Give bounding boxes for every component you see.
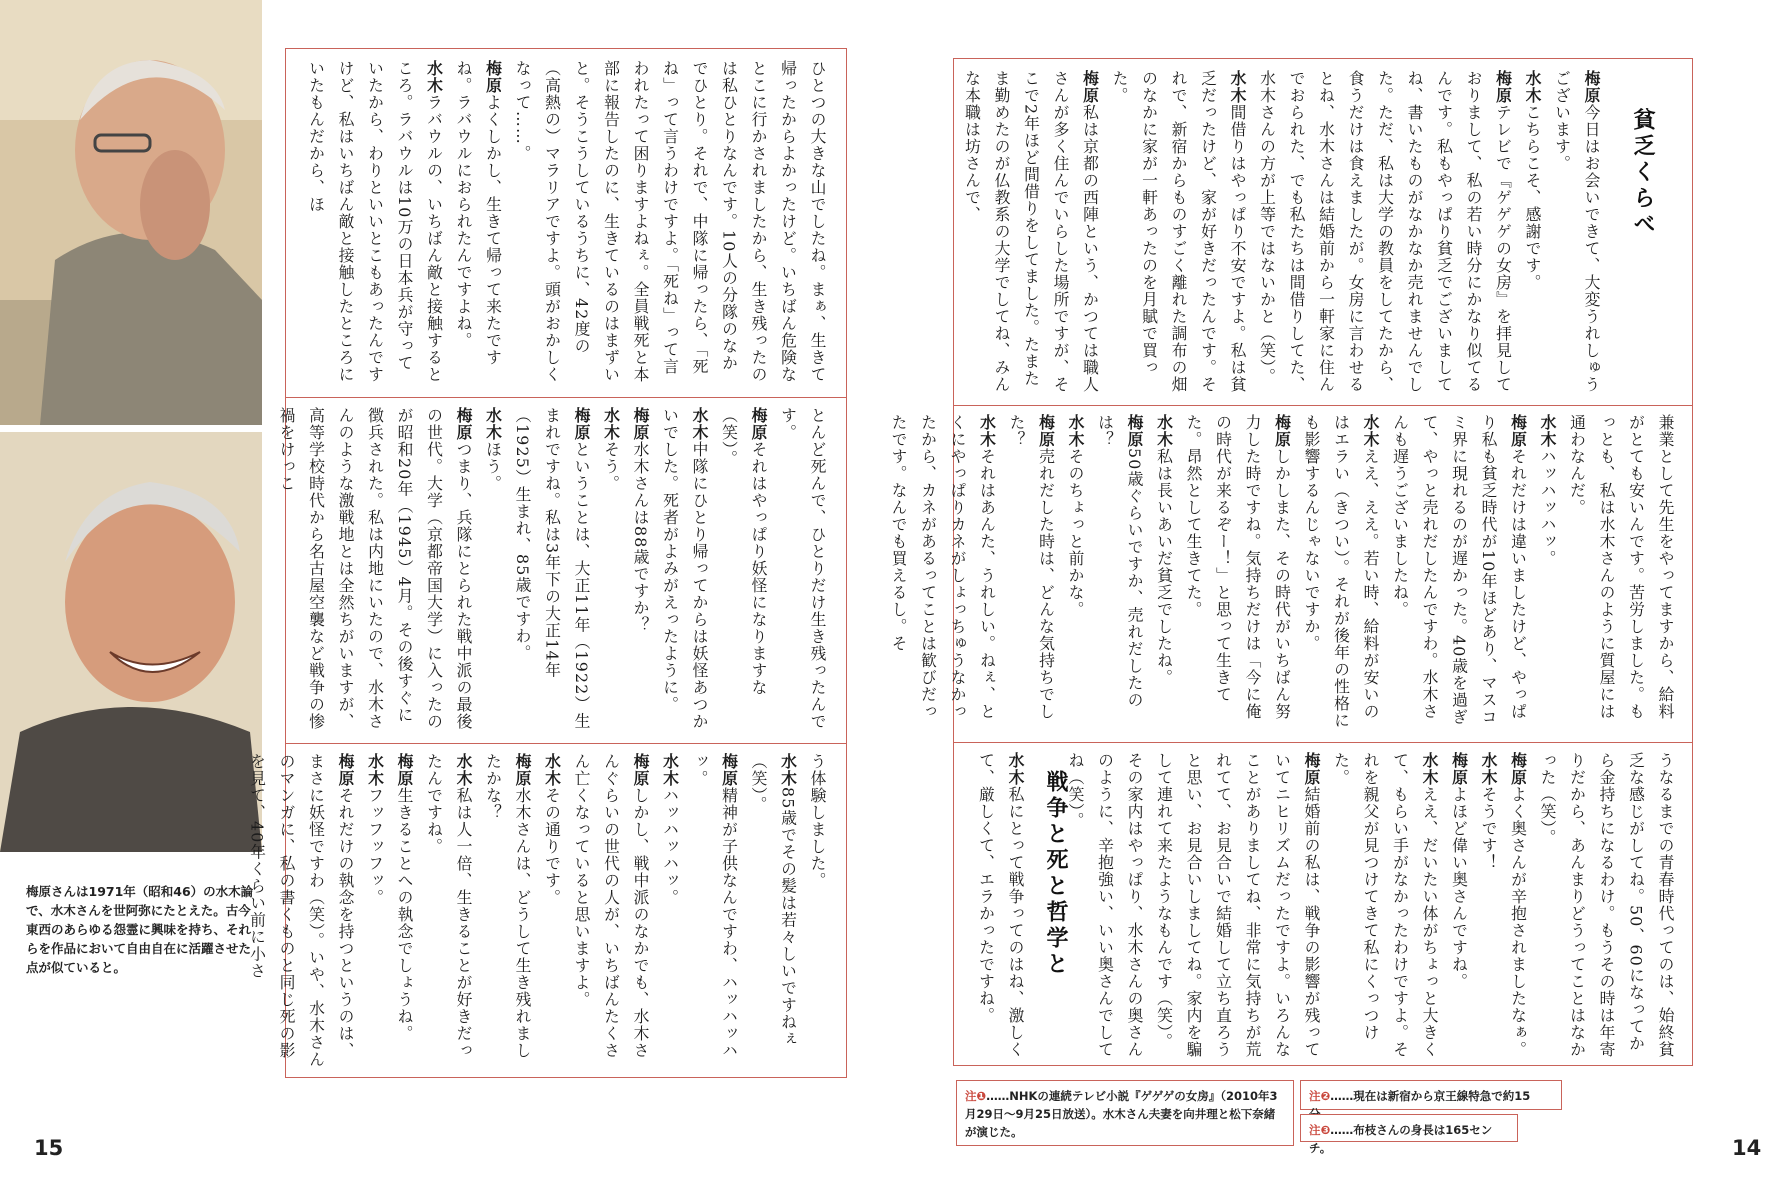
speaker-label: 梅原 (572, 407, 591, 441)
speaker-label: 水木 (1006, 752, 1025, 786)
dialogue-text: 水木さんは、どうして生き残れましたかな？ (483, 753, 532, 1059)
speaker-label: 梅原 (719, 753, 739, 787)
dialogue-text: 水木さんは88歳ですか？ (631, 441, 650, 634)
note-1 (956, 1080, 1294, 1146)
speaker-label: 水木 (1361, 414, 1380, 448)
speaker-label: 梅原 (1272, 414, 1292, 448)
speaker-label: 梅原 (1508, 414, 1528, 448)
dialogue-text: 生きることへの執念でしょうね。 (395, 787, 414, 1042)
dialogue-text: つまり、兵隊にとられた戦中派の最後の世代。大学（京都帝国大学）に入ったのが昭和20年（1945）4月。その後すぐに徴兵された。私は内地にいたので、水木さんのような激戦地とは全然ちがいますが、高等学校時代から名古屋空襲など戦争の惨禍をけっこ (277, 407, 473, 730)
dialogue-line (626, 407, 656, 735)
dialogue-line (744, 753, 803, 1069)
speaker-label: 梅原 (336, 753, 355, 787)
dialogue-text: それはやっぱり妖怪になりますな（笑）。 (719, 407, 768, 696)
note-1-tag: 注❶ (965, 1089, 987, 1103)
dialogue-line (272, 407, 479, 735)
speaker-label: 水木 (690, 407, 709, 441)
dialogue-line (1533, 752, 1681, 1058)
left-divider-1 (285, 397, 847, 398)
dialogue-line (449, 60, 508, 388)
dialogue-line (508, 60, 833, 388)
speaker-label: 梅原 (631, 407, 650, 441)
section-heading-war: 戦争と死と哲学と (1043, 770, 1068, 978)
speaker-label: 梅原 (631, 753, 650, 787)
note-3-text: ……布枝さんの身長は165センチ。 (1309, 1123, 1493, 1155)
dialogue-line (1061, 414, 1091, 734)
dialogue-text: う体験しました。 (808, 753, 827, 889)
dialogue-text: ラバウルの、いちばん敵と接触するところ。ラバウルは10万の日本兵が守っていたから、わりといいとこもあったんですけど、私はいちばん敵と接触したところにいたもんだから、ほ (306, 60, 444, 383)
dialogue-line (655, 753, 685, 1069)
speaker-label: 水木 (778, 753, 798, 787)
note-2 (1300, 1080, 1562, 1110)
dialogue-text: 今日はお会いできて、大変うれしゅうございます。 (1552, 70, 1601, 393)
dialogue-line (596, 407, 626, 735)
speaker-label: 水木 (1420, 752, 1439, 786)
speaker-label: 水木 (1479, 752, 1498, 786)
dialogue-text: そのちょっと前かな。 (1066, 448, 1085, 618)
dialogue-line (1503, 752, 1533, 1058)
dialogue-line (1385, 414, 1533, 734)
right-top-block (962, 70, 1606, 396)
speaker-label: 梅原 (395, 753, 414, 787)
dialogue-line (1444, 752, 1474, 1058)
dialogue-line (1061, 752, 1327, 1058)
speaker-label: 水木 (1066, 414, 1085, 448)
dialogue-text: ええ、だいたい体がちょっと大きくて、もらい手がなかったわけですよ。それを親父が見つけてきて私にくっつけた。 (1331, 752, 1439, 1058)
speaker-label: 水木 (1523, 70, 1542, 104)
dialogue-text: ひとつの大きな山でしたね。まぁ、生きて帰ったからよかったけど。いちばん危険なとこに行かされましたから、生き残ったのは私ひとりなんです。10人の分隊のなかでひとり。それで、中隊に帰ったら、「死ね」って言うわけですよ。「死ね」って言われたって困りますよねぇ。全員戦死と本部に報告したのに、生きているのはまずいと。そうこうしているうちに、42度の（高熱の）マラリアですよ。頭がおかしくなって……。 (513, 60, 827, 383)
dialogue-text: ええ、ええ。若い時、給料が安いのはエラい（きつい）。それが後年の性格にも影響するんじゃないですか。 (1302, 414, 1380, 730)
dialogue-line (1326, 752, 1444, 1058)
dialogue-text: しかしまた、その時代がいちばん努力した時ですね。気持ちだけは「今に俺の時代が来るぞー！」と思って生きてた。昂然として生きてた。 (1184, 414, 1292, 720)
dialogue-line (884, 414, 1002, 734)
dialogue-line (1518, 70, 1548, 396)
speaker-label: 梅原 (1125, 414, 1144, 448)
dialogue-text: 精神が子供なんですわ、ハッハッハッ。 (690, 753, 739, 1059)
speaker-label: 水木 (1154, 414, 1174, 448)
speaker-label: 梅原 (1080, 70, 1100, 104)
speaker-label: 水木 (454, 753, 473, 787)
right-divider-1 (953, 405, 1693, 406)
dialogue-text: ハッハッハッ。 (1538, 448, 1557, 567)
dialogue-line (360, 753, 390, 1069)
dialogue-line (957, 70, 1105, 396)
dialogue-line (390, 753, 420, 1069)
dialogue-text: テレビで『ゲゲゲの女房』を拝見しておりまして、私の若い時分にかなり似てるんです。私もやっぱり貧乏でございましてね、書いたものがなかなか売れませんでした。ただ、私は大学の教員をしてたから、食うだけは食えましたが。女房に言わせるとね、水木さんは結婚前から一軒家に住んでおられた、でも私たちは間借りしてた、水木さんの方が上等ではないかと（笑）。 (1257, 70, 1513, 393)
dialogue-line (1002, 414, 1061, 734)
left-top-block (300, 60, 832, 388)
dialogue-text: それだけの執念を持つというのは、まさに妖怪ですわ（笑）。いや、水木さんのマンガに、私の書くものと同じ死の影を見て、40年くらい前に小さ (247, 753, 355, 1069)
dialogue-line (803, 753, 833, 1069)
dialogue-text: それだけは違いましたけど、やっぱり私も貧乏時代が10年ほどあり、マスコミ界に現れるのが遅かった。40歳を過ぎて、やっと売れだしたんですわ。水木さんも遅うございましたね。 (1390, 414, 1528, 726)
dialogue-text: 私は京都の西陣という、かつては職人さんが多く住んでいらした場所ですが、そこで2年ほど間借りをしてました。たまたま勤めたのが仏教系の大学でしてね、みんな本職は坊さんで、 (962, 70, 1100, 393)
speaker-label: 梅原 (454, 407, 473, 441)
speaker-label: 水木 (424, 60, 444, 94)
dialogue-line (1562, 414, 1680, 734)
dialogue-text: 私にとって戦争ってのはね、激しくて、厳しくて、エラかったですね。 (976, 752, 1025, 1058)
photo-mizuki (0, 432, 262, 852)
speaker-label: 水木 (483, 407, 503, 441)
dialogue-line (714, 407, 773, 735)
section-heading-poverty: 貧乏くらべ (1630, 108, 1655, 238)
dialogue-line (773, 407, 832, 735)
left-divider-2 (285, 743, 847, 744)
speaker-label: 梅原 (1493, 70, 1513, 104)
dialogue-text: 50歳ぐらいですか、売れだしたのは？ (1095, 414, 1144, 709)
dialogue-text: ということは、大正11年（1922）生まれですね。私は3年下の大正14年（1925）生まれ、85歳ですわ。 (513, 407, 591, 730)
dialogue-text: 売れだした時は、どんな気持ちでした？ (1007, 414, 1056, 720)
note-3-tag: 注❸ (1309, 1123, 1331, 1137)
dialogue-line (508, 407, 597, 735)
dialogue-text: うなるまでの青春時代ってのは、始終貧乏な感じがしてね。50、60になってから金持ちになるわけ。もうその時は年寄りだから、あんまりどうってことはなかった（笑）。 (1538, 752, 1675, 1058)
right-middle-block (889, 414, 1680, 734)
dialogue-text: よく奥さんが辛抱されましたなぁ。 (1508, 786, 1528, 1058)
dialogue-text: それはあんた、うれしい。ねぇ、とくにやっぱりカネがしょっちゅうなかったから、カネがあるってことは歓びだったです。なんでも買えるし。そ (889, 414, 997, 720)
dialogue-line (1547, 70, 1606, 396)
dialogue-text: 私は人一倍、生きることが好きだったんですね。 (424, 753, 473, 1059)
dialogue-text: しかし、戦中派のなかでも、水木さんぐらいの世代の人が、いちばんたくさん亡くなっていると思いますよ。 (572, 753, 650, 1059)
dialogue-line (1252, 70, 1518, 396)
right-bottom-block (1066, 752, 1680, 1058)
dialogue-line (567, 753, 656, 1069)
speaker-label: 水木 (977, 414, 997, 448)
dialogue-text: ハッハッハッ。 (660, 787, 680, 906)
speaker-label: 梅原 (749, 407, 768, 441)
speaker-label: 梅原 (1302, 752, 1321, 786)
speaker-label: 水木 (660, 753, 680, 787)
dialogue-text: 85歳でその髪は若々しいですねぇ（笑）。 (749, 753, 798, 1048)
speaker-label: 水木 (601, 407, 621, 441)
note-2-text: ……現在は新宿から京王線特急で約15 (1330, 1089, 1531, 1103)
photo-umehara (0, 0, 262, 425)
dialogue-line (1533, 414, 1563, 734)
dialogue-text: こちらこそ、感謝です。 (1523, 104, 1542, 291)
dialogue-line (655, 407, 714, 735)
speaker-label: 水木 (365, 753, 385, 787)
dialogue-line (1297, 414, 1386, 734)
dialogue-text: 私は長いあいだ貧乏でしたね。 (1154, 448, 1174, 686)
dialogue-text: フッフッフッ。 (365, 787, 385, 906)
dialogue-line (1149, 414, 1179, 734)
left-bottom-block (247, 753, 832, 1069)
speaker-label: 梅原 (1449, 752, 1469, 786)
left-middle-block (277, 407, 832, 735)
note-2-tag: 注❷ (1309, 1089, 1331, 1103)
page-number-right: 14 (1732, 1136, 1762, 1160)
dialogue-text: 兼業として先生をやってますから、給料がとても安いんです。苦労しました。もっとも、私は水木さんのように質屋には通わなんだ。 (1567, 414, 1675, 720)
speaker-label: 梅原 (1508, 752, 1528, 786)
dialogue-text: 中隊にひとり帰ってからは妖怪あつかいでした。死者がよみがえったように。 (660, 407, 709, 730)
dialogue-line (537, 753, 567, 1069)
speaker-label: 梅原 (1036, 414, 1056, 448)
speaker-label: 水木 (1538, 414, 1557, 448)
dialogue-text: その通りです。 (542, 787, 562, 906)
right-last-block (966, 752, 1030, 1058)
dialogue-line (1090, 414, 1149, 734)
dialogue-line (242, 753, 360, 1069)
dialogue-line (1474, 752, 1504, 1058)
right-divider-2 (953, 742, 1693, 743)
speaker-label: 梅原 (513, 753, 532, 787)
dialogue-text: とんど死んで、ひとりだけ生き残ったんです。 (778, 407, 827, 730)
dialogue-text: よくしかし、生きて帰って来たですね。ラバウルにおられたんですよね。 (454, 60, 503, 366)
dialogue-line (685, 753, 744, 1069)
dialogue-text: 結婚前の私は、戦争の影響が残っていてニヒリズムだったですよ。いろんなことがありましてね、非常に気持ちが荒れてて、お見合いで結婚して立ち直ろうと思い、お見合いしましてね。家内を騙して連れて来たようなもんです（笑）。その家内はやっぱり、水木さんの奥さんのように、辛抱強い、いい奥さんでしてね（笑）。 (1066, 752, 1321, 1058)
speaker-label: 梅原 (483, 60, 503, 94)
dialogue-line (971, 752, 1030, 1058)
dialogue-text: ほう。 (483, 441, 503, 492)
speaker-label: 梅原 (1582, 70, 1601, 104)
dialogue-text: そう。 (601, 441, 621, 492)
speaker-label: 水木 (1228, 70, 1247, 104)
dialogue-text: よほど偉い奥さんですね。 (1449, 786, 1469, 990)
dialogue-line (1105, 70, 1253, 396)
page-number-left: 15 (34, 1136, 64, 1160)
note-3 (1300, 1114, 1518, 1155)
dialogue-line (1179, 414, 1297, 734)
dialogue-line (301, 60, 449, 388)
speaker-label: 水木 (542, 753, 562, 787)
dialogue-text: 間借りはやっぱり不安ですよ。私は貧乏だったけど、家が好きだったんです。それで、新宿からものすごく離れた調布の畑のなかに家が一軒あったのを月賦で買った。 (1110, 70, 1247, 393)
dialogue-line (478, 753, 537, 1069)
dialogue-text: そうです！ (1479, 786, 1498, 871)
dialogue-line (478, 407, 508, 735)
note-1-text: ……NHKの連続テレビ小説『ゲゲゲの女房』（2010年3月29日〜9月25日放送）。水木さん夫妻を向井理と松下奈緒が演じた。 (965, 1089, 1278, 1139)
dialogue-line (419, 753, 478, 1069)
photo-caption: 梅原さんは1971年（昭和46）の水木論で、水木さんを世阿弥にたとえた。古今東西のあらゆる怨霊に興味を持ち、それらを作品において自由自在に活躍させた点が似ていると。 (26, 884, 254, 975)
